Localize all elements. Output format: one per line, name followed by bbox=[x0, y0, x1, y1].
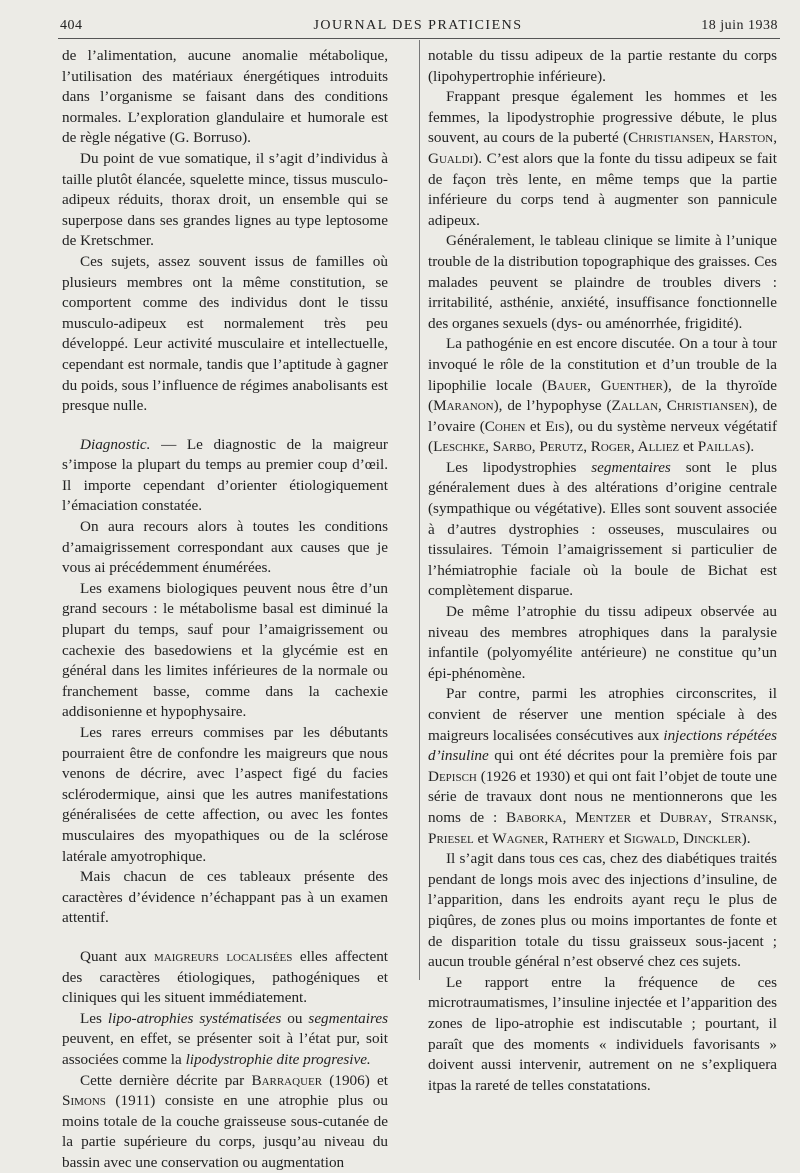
paragraph: Par contre, parmi les atrophies circonscrites, il convient de réserver une mention spéciale à des maigreurs localisées consécutives aux injections répétées d’insuline qui ont été décrites pour la première fois par Depisch (1926 et 1930) et qui ont fait l’objet de toute une série de travaux dont nous ne mentionnerons que les noms de : Baborka, Mentzer et Dubray, Stransk, Priesel et Wagner, Rathery et Sigwald, Dinckler). bbox=[428, 684, 777, 849]
diagnostic-paragraph: Diagnostic. — Le diagnostic de la maigreur s’impose la plupart du temps au premier coup d’œil. Il importe cependant d’orienter étiologiquement l’émaciation constatée. bbox=[62, 435, 388, 517]
paragraph: Les examens biologiques peuvent nous être d’un grand secours : le métabolisme basal est diminué la plupart du temps, sauf pour l’amaigrissement ou cachexie des basedowiens et la glycémie est en général dans les limites inférieures de la normale ou franchement basse, comme dans la cachexie addisonienne et hypophysaire. bbox=[62, 579, 388, 723]
header-rule bbox=[58, 38, 780, 39]
paragraph: Frappant presque également les hommes et les femmes, la lipodystrophie progressive débute, le plus souvent, au cours de la puberté (Christiansen, Harston, Gualdi). C’est alors que la fonte du tissu adipeux se fait de façon très lente, en même temps que la partie inférieure du corps tend à augmenter son pannicule adipeux. bbox=[428, 87, 777, 231]
paragraph: Le rapport entre la fréquence de ces microtraumatismes, l’insuline injectée et l’apparition des zones de lipo-atrophie est indiscutable ; pourtant, il paraît que des moments « individuels favorisants » doivent aussi intervenir, autrement on ne s’expliquera itpas la rareté de telles constatations. bbox=[428, 973, 777, 1097]
page-number: 404 bbox=[60, 18, 83, 34]
paragraph: Quant aux maigreurs localisées elles affectent des caractères étiologiques, pathogéniques et cliniques qui les situent immédiatement. bbox=[62, 947, 388, 1009]
paragraph: Mais chacun de ces tableaux présente des caractères d’évidence n’échappant pas à un examen attentif. bbox=[62, 867, 388, 929]
paragraph: Généralement, le tableau clinique se limite à l’unique trouble de la distribution topographique des graisses. Ces malades peuvent se plaindre de troubles divers : irritabilité, asthénie, anxiété, insuffisance fonctionnelle des organes sexuels (dys- ou aménorrhée, frigidité). bbox=[428, 231, 777, 334]
paragraph: Cette dernière décrite par Barraquer (1906) et Simons (1911) consiste en une atrophie plus ou moins totale de la couche graisseuse sous-cutanée de la partie supérieure du corps, jusqu’au niveau du bassin avec une conservation ou augmentation bbox=[62, 1071, 388, 1173]
paragraph: On aura recours alors à toutes les conditions d’amaigrissement correspondant aux causes que je vous ai précédemment énumérées. bbox=[62, 517, 388, 579]
paragraph: Les lipo-atrophies systématisées ou segmentaires peuvent, en effet, se présenter soit à l’état pur, soit associées comme la lipodystrophie dite progresive. bbox=[62, 1009, 388, 1071]
right-column bbox=[428, 46, 777, 1096]
journal-title: JOURNAL DES PRATICIENS bbox=[58, 18, 778, 34]
paragraph: Les lipodystrophies segmentaires sont le plus généralement dues à des altérations d’origine centrale (sympathique ou végétative). Elles sont souvent associée à d’autres dystrophies : osseuses, musculaires ou tissulaires. Témoin l’amaigrissement si particulier de l’hémiatrophie faciale où la boule de Bichat est complètement disparue. bbox=[428, 458, 777, 602]
paragraph: de l’alimentation, aucune anomalie métabolique, l’utilisation des matériaux énergétiques introduits dans l’organisme se faisant dans des conditions normales. L’exploration glandulaire et humorale est de règle négative (G. Borruso). bbox=[62, 46, 388, 149]
column-divider bbox=[419, 40, 420, 980]
section-label: Diagnostic. bbox=[80, 436, 150, 453]
paragraph: La pathogénie en est encore discutée. On a tour à tour invoqué le rôle de la constitution et d’un trouble de la lipophilie locale (Bauer, Guenther), de la thyroïde (Maranon), de l’hypophyse (Zallan, Christiansen), de l’ovaire (Cohen et Eis), ou du système nerveux végétatif (Leschke, Sarbo, Perutz, Roger, Alliez et Paillas). bbox=[428, 334, 777, 458]
left-column bbox=[62, 46, 388, 1173]
page-header bbox=[58, 14, 778, 36]
paragraph: Du point de vue somatique, il s’agit d’individus à taille plutôt élancée, squelette mince, tissus musculo-adipeux réduits, thorax droit, un ensemble qui se superpose dans ses grandes lignes au type leptosome de Kretschmer. bbox=[62, 149, 388, 252]
paragraph: De même l’atrophie du tissu adipeux observée au niveau des membres atrophiques dans la paralysie infantile (polyomyélite antérieure) ne constitue qu’un épi-phénomène. bbox=[428, 602, 777, 684]
paragraph: notable du tissu adipeux de la partie restante du corps (lipohypertrophie inférieure). bbox=[428, 46, 777, 87]
paragraph: Il s’agit dans tous ces cas, chez des diabétiques traités pendant de longs mois avec des injections d’insuline, de l’apparition, dans les endroits ayant reçu le plus de piqûres, de zones plus ou moins importantes de fonte et de disparition totale du tissu graisseux sous-jacent ; aucun trouble général n’est observé chez ces sujets. bbox=[428, 849, 777, 973]
issue-date: 18 juin 1938 bbox=[701, 18, 778, 34]
paragraph: Les rares erreurs commises par les débutants pourraient être de confondre les maigreurs que nous venons de décrire, avec l’aspect figé du facies sclérodermique, ainsi que les autres manifestations généralisées de cette affection, ou avec les fontes musculaires des myopathiques ou de la sclérose latérale amyotrophique. bbox=[62, 723, 388, 867]
paragraph: Ces sujets, assez souvent issus de familles où plusieurs membres ont la même constitution, se comportent comme des individus dont le tissu musculo-adipeux est normalement très peu développé. Leur activité musculaire et intellectuelle, cependant est normale, tandis que l’aptitude à gagner du poids, sous l’influence de régimes anabolisants est presque nulle. bbox=[62, 252, 388, 417]
